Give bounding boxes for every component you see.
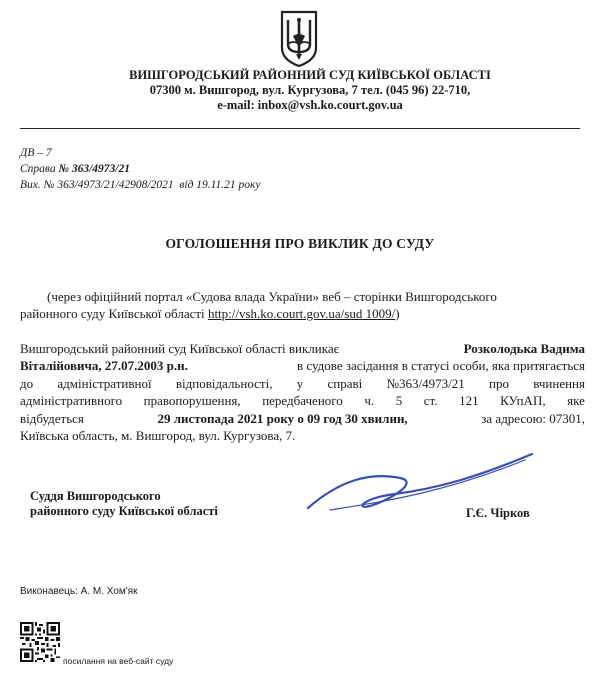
body-line-3: до адміністративної відповідальності, у справі №363/4973/21 про вчинення: [20, 375, 585, 391]
summoned-person-patronymic-dob: Віталійовича, 27.07.2003 р.н.: [20, 358, 188, 374]
body-line-2: Віталійовича, 27.07.2003 р.н. в судове засідання в статусі особи, яка притягається: [20, 358, 585, 374]
summons-body: [20, 340, 585, 444]
outgoing-number-line: [20, 178, 261, 192]
qr-code-icon[interactable]: [20, 622, 60, 662]
outgoing-number: Вих. № 363/4973/21/42908/2021: [20, 179, 174, 191]
summoned-person-name: Розколодька Вадима: [463, 341, 585, 356]
court-website-link[interactable]: http://vsh.ko.court.gov.ua/sud 1009/: [207, 306, 396, 321]
document-code: ДВ – 7: [20, 147, 52, 159]
qr-caption: посилання на веб-сайт суду: [63, 656, 174, 666]
body-line-4: адміністративного правопорушення, передбаченого ч. 5 ст. 121 КУпАП, яке: [20, 393, 585, 409]
hearing-address: Київська область, м. Вишгород, вул. Кургузова, 7.: [20, 428, 296, 444]
body-line-1: Вишгородський районний суд Київської області викликає Розколодька Вадима: [20, 341, 585, 356]
judge-title: Суддя Вишгородського районного суду Київської області: [30, 489, 218, 518]
document-title: ОГОЛОШЕННЯ ПРО ВИКЛИК ДО СУДУ: [165, 236, 435, 251]
portal-note-line-2: районного суду Київської області http://vsh.ko.court.gov.ua/sud 1009/): [20, 306, 400, 321]
outgoing-date: від 19.11.21 року: [179, 179, 261, 191]
court-email: e-mail: inbox@vsh.ko.court.gov.ua: [217, 98, 403, 112]
judge-name: Г.Є. Чірков: [466, 506, 530, 520]
trident-coat-of-arms-icon: [279, 10, 319, 68]
hearing-date-time: 29 листопада 2021 року о 09 год 30 хвилин,: [157, 410, 408, 426]
portal-note: [20, 288, 587, 322]
executor-line: Виконавець: А. М. Хом'як: [20, 586, 138, 597]
body-line-5: відбудеться 29 листопада 2021 року о 09 год 30 хвилин, за адресою: 07301,: [20, 410, 585, 426]
case-number-line: Справа № 363/4973/21: [20, 163, 131, 175]
header-divider: [20, 128, 580, 129]
court-header: [60, 68, 560, 113]
case-number: № 363/4973/21: [58, 163, 131, 175]
court-name: ВИШГОРОДСЬКИЙ РАЙОННИЙ СУД КИЇВСЬКОЇ ОБЛАСТІ: [129, 68, 491, 82]
body-line-6: [20, 427, 585, 444]
court-address: 07300 м. Вишгород, вул. Кургузова, 7 тел. (045 96) 22-710,: [149, 83, 471, 97]
portal-note-line-1: (через офіційний портал «Судова влада України» веб – сторінки Вишгородського: [47, 289, 497, 304]
